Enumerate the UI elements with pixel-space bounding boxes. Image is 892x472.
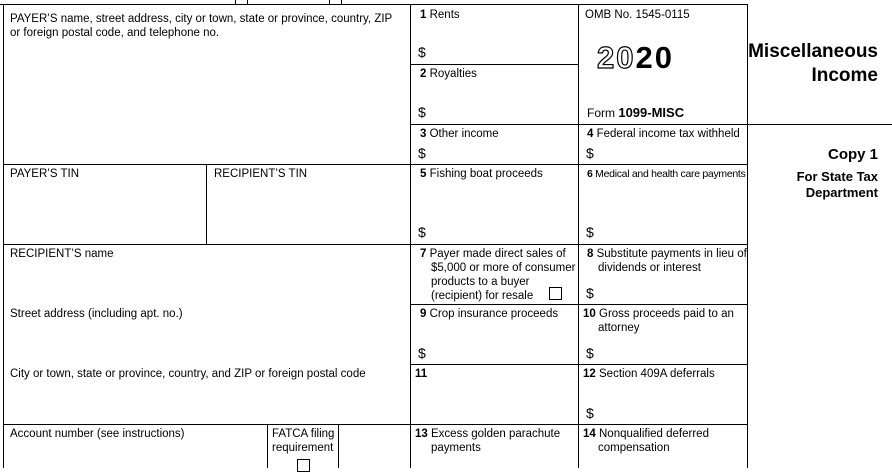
box7-label-2: $5,000 or more of consumer — [431, 262, 576, 274]
account-number-label: Account number (see instructions) — [10, 428, 185, 440]
rule — [410, 124, 892, 125]
box12-409a-field[interactable] — [579, 382, 746, 423]
box10-label: 10 Gross proceeds paid to an — [583, 308, 734, 320]
rule — [3, 244, 748, 245]
box9-crop-field[interactable] — [411, 322, 577, 363]
form-name: Form 1099-MISC — [587, 105, 685, 120]
payer-name-label-2: or foreign postal code, and telephone no. — [10, 27, 220, 39]
box2-label: 2 Royalties — [420, 68, 477, 80]
rule — [410, 364, 748, 365]
box4-federal-tax-field[interactable] — [579, 140, 746, 164]
box2-dollar: $ — [418, 104, 426, 120]
street-address-label: Street address (including apt. no.) — [10, 308, 183, 320]
box3-dollar: $ — [418, 145, 426, 161]
box8-label-2: dividends or interest — [598, 262, 701, 274]
recipient-name-label: RECIPIENT’S name — [10, 248, 114, 260]
copy-number: Copy 1 — [827, 146, 878, 163]
top-checkbox[interactable] — [329, 0, 342, 5]
tax-year: 2020 — [597, 40, 674, 75]
box12-dollar: $ — [586, 405, 594, 421]
fatca-label: FATCA filing — [272, 428, 335, 440]
box13-label-2: payments — [431, 442, 481, 454]
box4-dollar: $ — [586, 145, 594, 161]
city-label: City or town, state or province, country, and ZIP or foreign postal code — [10, 368, 366, 380]
recipient-tin-field[interactable] — [207, 182, 409, 243]
box6-medical-field[interactable] — [579, 182, 746, 243]
box8-substitute-field[interactable] — [579, 278, 746, 303]
recipient-name-field[interactable] — [4, 262, 409, 304]
box4-label: 4 Federal income tax withheld — [587, 128, 740, 140]
box3-other-income-field[interactable] — [411, 140, 577, 164]
box1-label: 1 Rents — [420, 9, 460, 21]
box10-attorney-field[interactable] — [579, 336, 746, 363]
street-address-field[interactable] — [4, 322, 409, 364]
city-field[interactable] — [4, 382, 409, 424]
box6-dollar: $ — [586, 224, 594, 240]
box1-rents-field[interactable] — [411, 22, 577, 64]
rule — [410, 304, 748, 305]
rule — [0, 4, 748, 5]
box5-dollar: $ — [418, 224, 426, 240]
rule — [3, 424, 748, 425]
box6-label: 6 Medical and health care payments — [587, 168, 746, 180]
box7-direct-sales-checkbox[interactable] — [549, 287, 562, 300]
box5-label: 5 Fishing boat proceeds — [420, 168, 543, 180]
rule — [338, 424, 339, 468]
box3-label: 3 Other income — [420, 128, 499, 140]
box11-label: 11 — [415, 368, 428, 380]
box8-dollar: $ — [586, 285, 594, 301]
box8-label: 8 Substitute payments in lieu of — [587, 248, 747, 260]
box9-dollar: $ — [418, 345, 426, 361]
box9-label: 9 Crop insurance proceeds — [420, 308, 559, 320]
box2-royalties-field[interactable] — [411, 82, 577, 124]
box10-dollar: $ — [586, 345, 594, 361]
box13-label: 13 Excess golden parachute — [415, 428, 561, 440]
rule — [3, 164, 748, 165]
box11-field[interactable] — [411, 380, 577, 423]
form-title: Miscellaneous Income — [748, 41, 878, 86]
box14-label: 14 Nonqualified deferred — [583, 428, 709, 440]
copy-destination: For State Tax Department — [796, 169, 878, 200]
box13-parachute-field[interactable] — [411, 455, 577, 468]
box7-label: 7 Payer made direct sales of — [420, 248, 566, 260]
payer-name-label: PAYER’S name, street address, city or town, state or province, country, ZIP — [10, 13, 393, 25]
box14-deferred-field[interactable] — [579, 455, 746, 468]
rule — [267, 424, 268, 468]
account-number-field[interactable] — [4, 442, 266, 468]
top-checkbox[interactable] — [235, 0, 248, 5]
omb-number: OMB No. 1545-0115 — [585, 9, 690, 21]
fatca-checkbox[interactable] — [297, 459, 310, 472]
box10-label-2: attorney — [598, 322, 640, 334]
box14-label-2: compensation — [598, 442, 670, 454]
box5-fishing-field[interactable] — [411, 182, 577, 243]
box12-label: 12 Section 409A deferrals — [583, 368, 715, 380]
fatca-label-2: requirement — [272, 442, 334, 454]
payer-tin-field[interactable] — [4, 182, 205, 243]
recipient-tin-label: RECIPIENT’S TIN — [214, 168, 308, 180]
box7-label-3: products to a buyer — [431, 276, 530, 288]
payer-name-field[interactable] — [4, 40, 409, 163]
payer-tin-label: PAYER’S TIN — [10, 168, 80, 180]
box7-label-4: (recipient) for resale — [431, 290, 534, 302]
box1-dollar: $ — [418, 44, 426, 60]
rule — [410, 64, 579, 65]
